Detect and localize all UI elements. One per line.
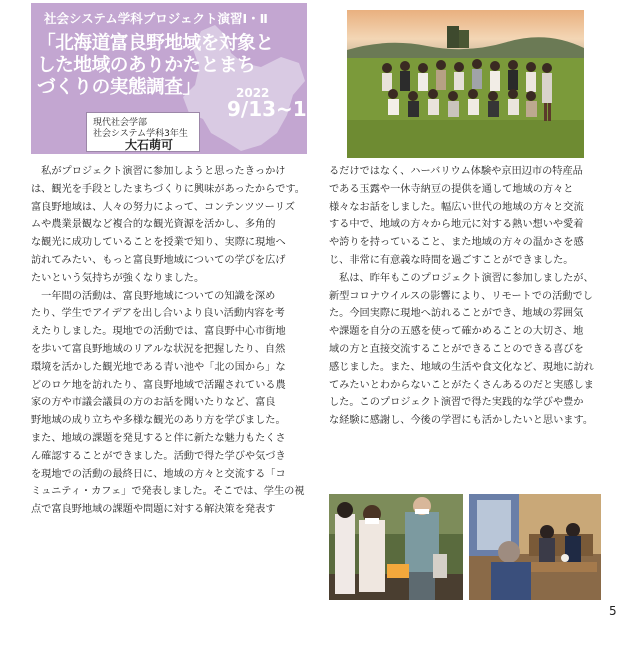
body-line: 野地域の成り立ちや多様な観光のあり方を学びました。 xyxy=(31,415,286,427)
body-line: 家の方や市議会議員の方のお話を聞いたりなど、富良 xyxy=(31,397,276,409)
body-line: を現地での活動の最終日に、地域の方々と交流する「コ xyxy=(31,468,286,480)
body-text-right-column xyxy=(329,163,613,430)
body-line: した。このプロジェクト演習で得た実践的な学びや豊か xyxy=(329,397,584,409)
body-line: 点で富良野地域の課題や問題に対する解決策を発表す xyxy=(31,504,276,516)
body-line: な観光に成功していることを授業で知り、実際に現地へ xyxy=(31,237,286,249)
body-text-left-column xyxy=(31,163,309,519)
author-box xyxy=(86,112,200,152)
body-line: や課題を自分の五感を使って確かめることの大切さ、地 xyxy=(329,326,584,338)
body-line: るだけではなく、ハーバリウム体験や京田辺市の特産品 xyxy=(329,166,583,177)
body-line: や誇りを持っていること、また地域の方々の温かさを感 xyxy=(329,237,584,249)
body-line: 感じました。また、地域の生活や食文化など、現地に訪れ xyxy=(329,361,594,373)
body-line: 訪れてみたい、もっと富良野地域についての学びを広げ xyxy=(31,254,286,266)
body-line: を歩いて富良野地域のリアルな状況を把握したり、自然 xyxy=(31,343,286,355)
body-line: たり、学生でアイデアを出し合いより良い活動内容を考 xyxy=(31,308,285,320)
body-line: 様々なお話をしました。幅広い世代の地域の方々と交流 xyxy=(329,201,584,213)
group-photo xyxy=(347,10,584,158)
author-name: 大石萌可 xyxy=(125,138,174,152)
body-line: は、観光を手段としたまちづくりに興味があったからです。 xyxy=(31,183,305,195)
body-line: た。今回実際に現地へ訪れることができ、地域の雰囲気 xyxy=(329,308,584,320)
body-line: また、地域の課題を発見すると伴に新たな魅力もたくさ xyxy=(31,432,286,444)
body-line: 一年間の活動は、富良野地域についての知識を深め xyxy=(31,290,276,302)
body-line: てみたいとわからないことがたくさんあるのだと実感しま xyxy=(329,379,594,391)
body-line: どのロケ地を訪れたり、富良野地域で活躍されている農 xyxy=(31,379,286,391)
page-number: 5 xyxy=(609,604,617,618)
body-line: ムや農業景観など複合的な観光資源を活かし、多角的 xyxy=(31,219,276,231)
body-line: えたりしました。現地での活動では、富良野中心市街地 xyxy=(31,326,286,338)
article-header xyxy=(31,3,321,154)
article-title-line-1: 「北海道富良野地域を対象と xyxy=(37,33,274,54)
article-title-line-3: づくりの実態調査」 xyxy=(37,77,201,98)
author-department: 社会システム学科3年生 xyxy=(93,129,188,139)
article-title-line-2: した地域のありかたとまち xyxy=(37,55,256,76)
body-line: じ、非常に有意義な時間を過ごすことができました。 xyxy=(329,254,574,266)
workshop-photo xyxy=(329,494,463,600)
author-faculty: 現代社会学部 xyxy=(93,118,148,128)
body-line: たいという気持ちが強くなりました。 xyxy=(31,272,205,284)
body-line: 新型コロナウイルスの影響により、リモートでの活動でし xyxy=(329,290,593,302)
body-line: 環境を活かした観光地である青い池や「北の国から」な xyxy=(31,361,286,373)
body-line: 私がプロジェクト演習に参加しようと思ったきっかけ xyxy=(31,166,286,177)
body-line: 富良野地域は、人々の努力によって、コンテンツツーリズ xyxy=(31,201,295,213)
event-year: 2022 xyxy=(236,86,270,100)
body-line: である玉露や一休寺納豆の提供を通して地域の方々と xyxy=(329,183,574,195)
body-line: 域の方と直接交流することができることのできる喜びを xyxy=(329,343,584,355)
body-line: ん確認することができました。活動で得た学びや気づき xyxy=(31,450,286,462)
body-line: な経験に感謝し、今後の学習にも活かしたいと思います。 xyxy=(329,415,594,427)
cafe-photo xyxy=(469,494,601,600)
event-dates: 9/13~19 xyxy=(227,97,321,121)
body-line: 私は、昨年もこのプロジェクト演習に参加しましたが、 xyxy=(329,272,594,284)
body-line: する中で、地域の方々から地元に対する熱い想いや愛着 xyxy=(329,219,584,231)
body-line: ミュニティ・カフェ」で発表しました。そこでは、学生の視 xyxy=(31,486,305,498)
course-subtitle: 社会システム学科プロジェクト演習Ⅰ・Ⅱ xyxy=(44,11,268,26)
